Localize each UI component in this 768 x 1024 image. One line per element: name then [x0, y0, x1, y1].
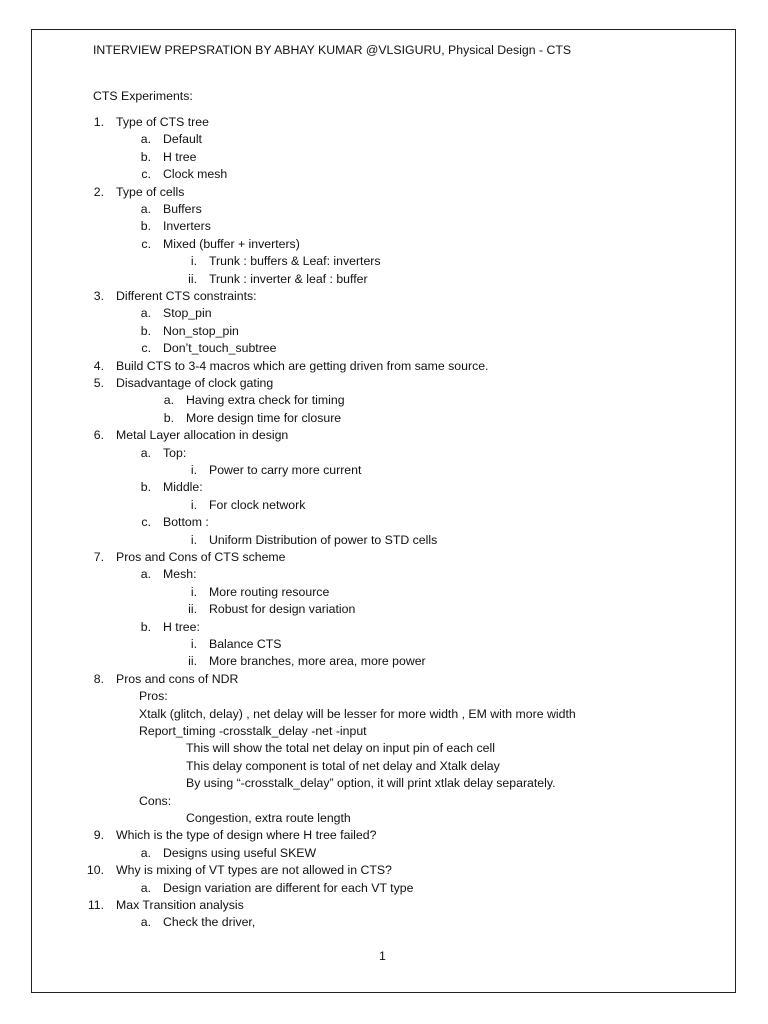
list-item-text: Balance CTS [209, 637, 282, 651]
list-item-text: Middle: [163, 480, 203, 495]
page-header: INTERVIEW PREPSRATION BY ABHAY KUMAR @VLSIGURU, Physical Design - CTS [93, 43, 572, 57]
list-marker: b. [140, 149, 151, 164]
list-marker: i. [190, 637, 197, 651]
list-marker: 7. [93, 550, 104, 564]
list-marker: ii. [188, 602, 197, 617]
list-item-text: Default [163, 132, 202, 147]
list-item-text: Type of cells [116, 184, 185, 199]
list-marker: 2. [93, 184, 104, 199]
list-item-text: Check the driver, [163, 915, 256, 930]
list-item-text: Trunk : inverter & leaf : buffer [209, 271, 368, 286]
list-item-text: Pros and cons of NDR [116, 671, 239, 686]
list-marker: 3. [93, 289, 104, 303]
list-marker: i. [190, 532, 197, 547]
list-item-text: Uniform Distribution of power to STD cells [209, 532, 438, 547]
list-item-text: This will show the total net delay on input pin of each cell [186, 741, 495, 756]
list-marker: i. [190, 463, 197, 477]
list-marker: a. [140, 202, 151, 216]
list-item-text: Power to carry more current [209, 463, 362, 477]
list-item-text: Xtalk (glitch, delay) , net delay will be lesser for more width , EM with more width [139, 706, 576, 721]
list-item-text: Cons: [139, 793, 172, 808]
document-page [31, 29, 736, 993]
list-marker: i. [190, 254, 197, 269]
list-marker: a. [140, 445, 151, 460]
list-item-text: Type of CTS tree [116, 115, 209, 129]
list-item-text: Buffers [163, 202, 202, 216]
list-item-text: Having extra check for timing [186, 393, 345, 408]
list-item-text: More branches, more area, more power [209, 654, 426, 669]
list-marker: a. [163, 393, 174, 408]
list-item-text: Disadvantage of clock gating [116, 376, 274, 390]
list-item-text: Pros: [139, 689, 168, 704]
list-item-text: Top: [163, 445, 187, 460]
list-marker: 10. [86, 863, 104, 878]
list-marker: b. [163, 410, 174, 425]
list-item-text: Inverters [163, 219, 211, 234]
list-marker: b. [140, 619, 151, 634]
list-item-text: Why is mixing of VT types are not allowed in CTS? [116, 863, 392, 878]
list-item-text: More routing resource [209, 584, 330, 599]
list-item-text: Mesh: [163, 567, 197, 582]
list-item-text: Metal Layer allocation in design [116, 428, 289, 443]
list-marker: a. [140, 845, 151, 860]
list-item-text: For clock network [209, 497, 306, 512]
list-item-text: This delay component is total of net delay and Xtalk delay [186, 758, 500, 773]
list-marker: i. [190, 584, 197, 599]
list-item-text: Non_stop_pin [163, 323, 239, 338]
list-marker: 1. [93, 115, 104, 129]
list-item-text: Clock mesh [163, 167, 228, 182]
list-marker: a. [140, 306, 151, 321]
list-marker: c. [141, 341, 151, 356]
list-marker: i. [190, 497, 197, 512]
list-item-text: Robust for design variation [209, 602, 356, 617]
list-item-text: Stop_pin [163, 306, 212, 321]
list-item-text: Designs using useful SKEW [163, 845, 317, 860]
list-item-text: H tree: [163, 619, 200, 634]
page-number: 1 [379, 949, 386, 963]
list-marker: c. [141, 167, 151, 182]
list-item-text: Build CTS to 3-4 macros which are getting driven from same source. [116, 358, 489, 373]
list-marker: 9. [93, 828, 104, 843]
list-marker: ii. [188, 271, 197, 286]
list-marker: 11. [87, 898, 104, 912]
list-marker: a. [140, 880, 151, 895]
list-marker: c. [141, 515, 151, 530]
list-marker: b. [140, 219, 151, 234]
list-item-text: Pros and Cons of CTS scheme [116, 550, 286, 564]
list-marker: a. [140, 567, 151, 582]
list-marker: a. [140, 915, 151, 930]
section-title: CTS Experiments: [93, 89, 193, 103]
list-item-text: More design time for closure [186, 410, 342, 425]
list-item-text: Bottom : [163, 515, 209, 530]
list-marker: c. [141, 236, 151, 251]
list-item-text: Design variation are different for each VT type [163, 880, 414, 895]
list-marker: b. [140, 480, 151, 495]
list-item-text: Mixed (buffer + inverters) [163, 236, 300, 251]
list-item-text: Congestion, extra route length [186, 811, 351, 825]
list-marker: 5. [93, 376, 104, 390]
list-marker: 8. [93, 671, 104, 686]
list-item-text: Which is the type of design where H tree failed? [116, 828, 377, 843]
list-marker: ii. [188, 654, 197, 669]
list-item-text: Report_timing -crosstalk_delay -net -input [139, 724, 367, 738]
list-item-text: H tree [163, 149, 197, 164]
list-item-text: Different CTS constraints: [116, 289, 257, 303]
list-item-text: Max Transition analysis [116, 898, 244, 912]
list-item-text: Don’t_touch_subtree [163, 341, 277, 356]
list-marker: 6. [93, 428, 104, 443]
list-marker: a. [140, 132, 151, 147]
list-marker: 4. [93, 358, 104, 373]
list-item-text: By using “-crosstalk_delay” option, it will print xtlak delay separately. [186, 776, 556, 791]
list-item-text: Trunk : buffers & Leaf: inverters [209, 254, 381, 269]
list-marker: b. [140, 323, 151, 338]
